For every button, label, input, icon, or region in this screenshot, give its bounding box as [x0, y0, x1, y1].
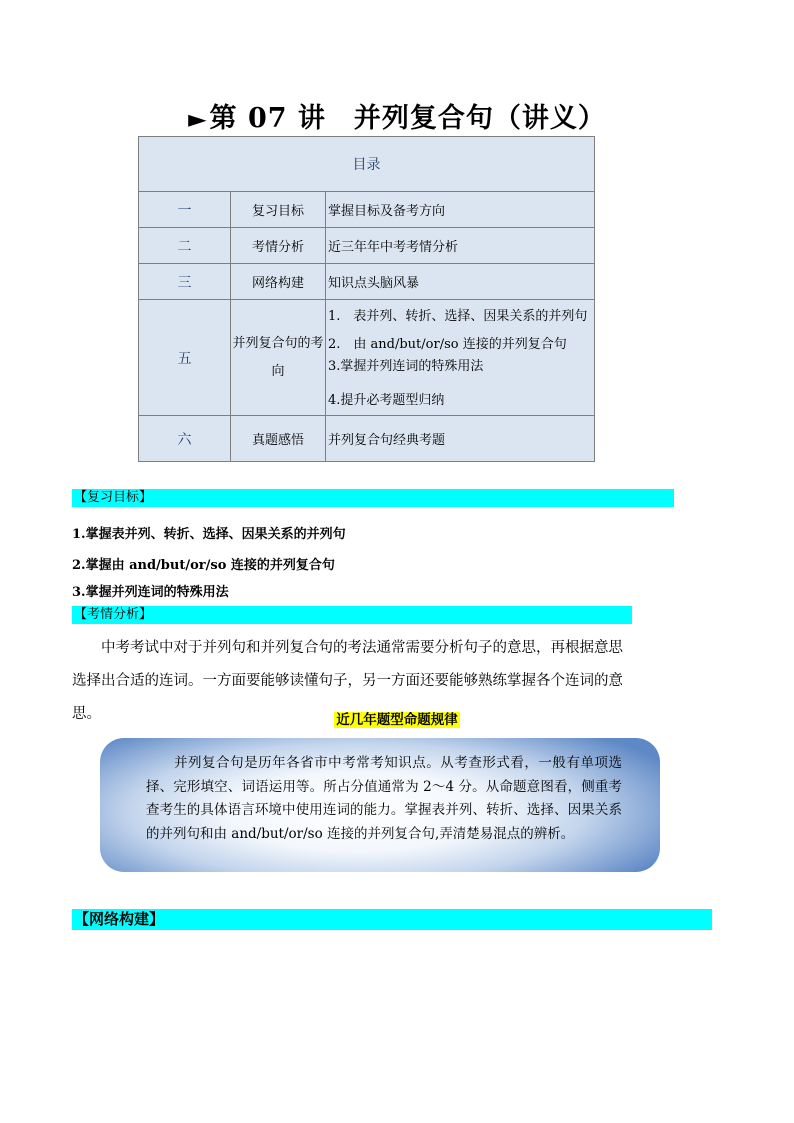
toc-name: 考情分析 [231, 228, 326, 264]
summary-text: 并列复合句是历年各省市中考常考知识点。从考查形式看，一般有单项选择、完形填空、词语运用等。所占分值通常为 2～4 分。从命题意图看，侧重考查考生的具体语言环境中使用连词的能力。掌握表并列、转折、选择、因果关系的并列句和由 and/but/or/so 连接的并列复合句,弄清楚易混点的辨析。 [146, 755, 622, 842]
toc-num: 三 [139, 264, 231, 300]
toc-row [139, 192, 595, 228]
section-bar-network: 【网络构建】 [72, 909, 712, 930]
toc-row [139, 416, 595, 462]
toc-name: 并列复合句的考向 [231, 300, 326, 416]
toc-desc-list [326, 300, 595, 416]
analysis-paragraph: 中考考试中对于并列句和并列复合句的考法通常需要分析句子的意思，再根据意思选择出合适的连词。一方面要能够读懂句子，另一方面还要能够熟练掌握各个连词的意思。 [72, 640, 623, 722]
review-item: 3.掌握并列连词的特殊用法 [72, 585, 229, 600]
toc-name: 网络构建 [231, 264, 326, 300]
page-title [0, 96, 794, 135]
toc-row [139, 264, 595, 300]
triangle-arrow-icon: ► [188, 104, 208, 133]
toc-row [139, 228, 595, 264]
review-item: 2.掌握由 and/but/or/so 连接的并列复合句 [72, 558, 335, 573]
toc-desc: 掌握目标及备考方向 [326, 192, 595, 228]
toc-desc: 并列复合句经典考题 [326, 416, 595, 462]
toc-num: 一 [139, 192, 231, 228]
toc-name: 真题感悟 [231, 416, 326, 462]
highlight-heading [0, 708, 794, 728]
toc-desc-line: 2. 由 and/but/or/so 连接的并列复合句 [328, 336, 567, 352]
highlight-text: 近几年题型命题规律 [336, 712, 458, 728]
toc-desc: 知识点头脑风暴 [326, 264, 595, 300]
toc-num: 六 [139, 416, 231, 462]
toc-row [139, 300, 595, 416]
toc-desc-line: 1. 表并列、转折、选择、因果关系的并列句 [328, 308, 588, 324]
toc-desc: 近三年年中考考情分析 [326, 228, 595, 264]
toc-desc-line: 4.提升必考题型归纳 [328, 392, 445, 408]
review-item: 1.掌握表并列、转折、选择、因果关系的并列句 [72, 527, 346, 542]
toc-num: 五 [139, 300, 231, 416]
title-text: 第 07 讲 并列复合句（讲义） [209, 103, 606, 134]
summary-box [100, 738, 660, 872]
section-bar-review: 【复习目标】 [72, 489, 674, 507]
toc-name: 复习目标 [231, 192, 326, 228]
toc-desc-line: 3.掌握并列连词的特殊用法 [328, 358, 484, 374]
toc-header: 目录 [139, 137, 595, 192]
toc-num: 二 [139, 228, 231, 264]
section-bar-analysis: 【考情分析】 [72, 606, 632, 624]
toc-table [138, 136, 595, 462]
